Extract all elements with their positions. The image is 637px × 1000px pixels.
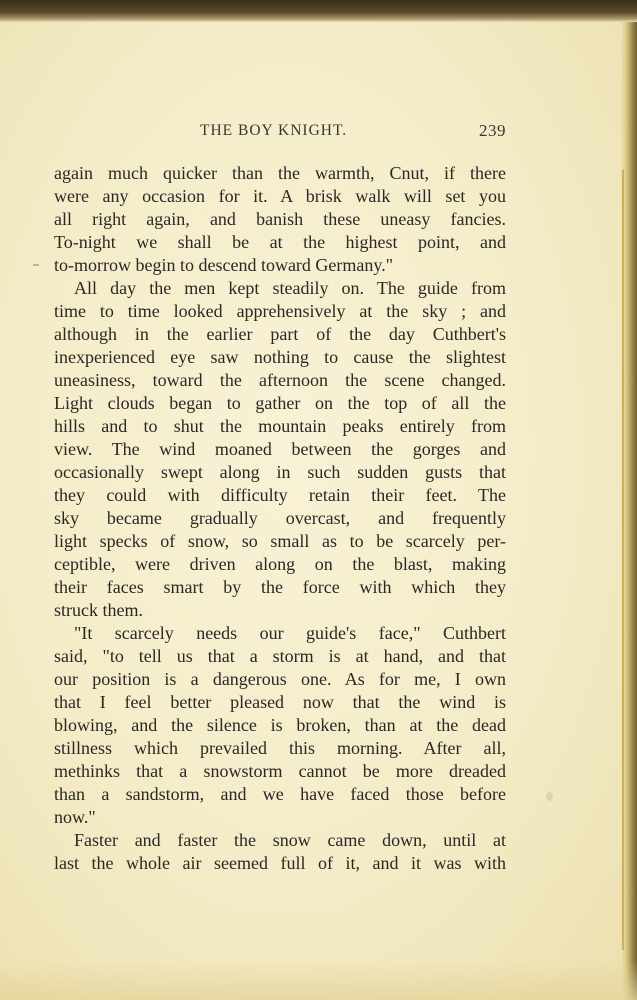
gilt-edge-line <box>622 170 624 950</box>
text-line: Faster and faster the snow came down, until at <box>74 830 506 850</box>
text-line: our position is a dangerous one. As for me, I own <box>54 669 506 689</box>
text-line: stillness which prevailed this morning. After all, <box>54 738 506 758</box>
text-line: ceptible, were driven along on the blast, making <box>54 554 506 574</box>
text-line: uneasiness, toward the afternoon the scene changed. <box>54 370 506 390</box>
text-line: To-night we shall be at the highest point, and <box>54 232 506 252</box>
text-line: again much quicker than the warmth, Cnut, if there <box>54 163 506 183</box>
text-line: light specks of snow, so small as to be scarcely per- <box>54 531 506 551</box>
text-line: although in the earlier part of the day Cuthbert's <box>54 324 506 344</box>
running-title: THE BOY KNIGHT. <box>200 122 348 139</box>
text-line: that I feel better pleased now that the wind is <box>54 692 506 712</box>
text-line: sky became gradually overcast, and frequently <box>54 508 506 528</box>
text-line: were any occasion for it. A brisk walk will set you <box>54 186 506 206</box>
text-line: their faces smart by the force with which they <box>54 577 506 597</box>
running-header <box>54 122 506 142</box>
text-line: blowing, and the silence is broken, than at the dead <box>54 715 506 735</box>
paper-speck <box>546 792 553 801</box>
margin-mark <box>33 264 39 266</box>
text-line: inexperienced eye saw nothing to cause the slightest <box>54 347 506 367</box>
page-bottom-shade <box>0 960 637 1000</box>
page-number: 239 <box>479 121 506 140</box>
text-line: to-morrow begin to descend toward Germany." <box>54 255 394 275</box>
body-text <box>54 162 506 875</box>
text-line: Light clouds began to gather on the top of all the <box>54 393 506 413</box>
text-line: time to time looked apprehensively at the sky ; and <box>54 301 506 321</box>
text-line: now." <box>54 807 96 827</box>
text-line: hills and to shut the mountain peaks entirely from <box>54 416 506 436</box>
text-line: all right again, and banish these uneasy fancies. <box>54 209 506 229</box>
text-line: occasionally swept along in such sudden gusts that <box>54 462 506 482</box>
text-line: methinks that a snowstorm cannot be more dreaded <box>54 761 506 781</box>
text-line: "It scarcely needs our guide's face," Cuthbert <box>74 623 506 643</box>
text-line: said, "to tell us that a storm is at hand, and that <box>54 646 506 666</box>
text-line: last the whole air seemed full of it, and it was with <box>54 853 506 873</box>
page-top-edge <box>0 0 637 22</box>
text-line: struck them. <box>54 600 143 620</box>
text-line: than a sandstorm, and we have faced those before <box>54 784 506 804</box>
text-line: view. The wind moaned between the gorges and <box>54 439 506 459</box>
text-line: they could with difficulty retain their feet. The <box>54 485 506 505</box>
text-line: All day the men kept steadily on. The guide from <box>74 278 506 298</box>
